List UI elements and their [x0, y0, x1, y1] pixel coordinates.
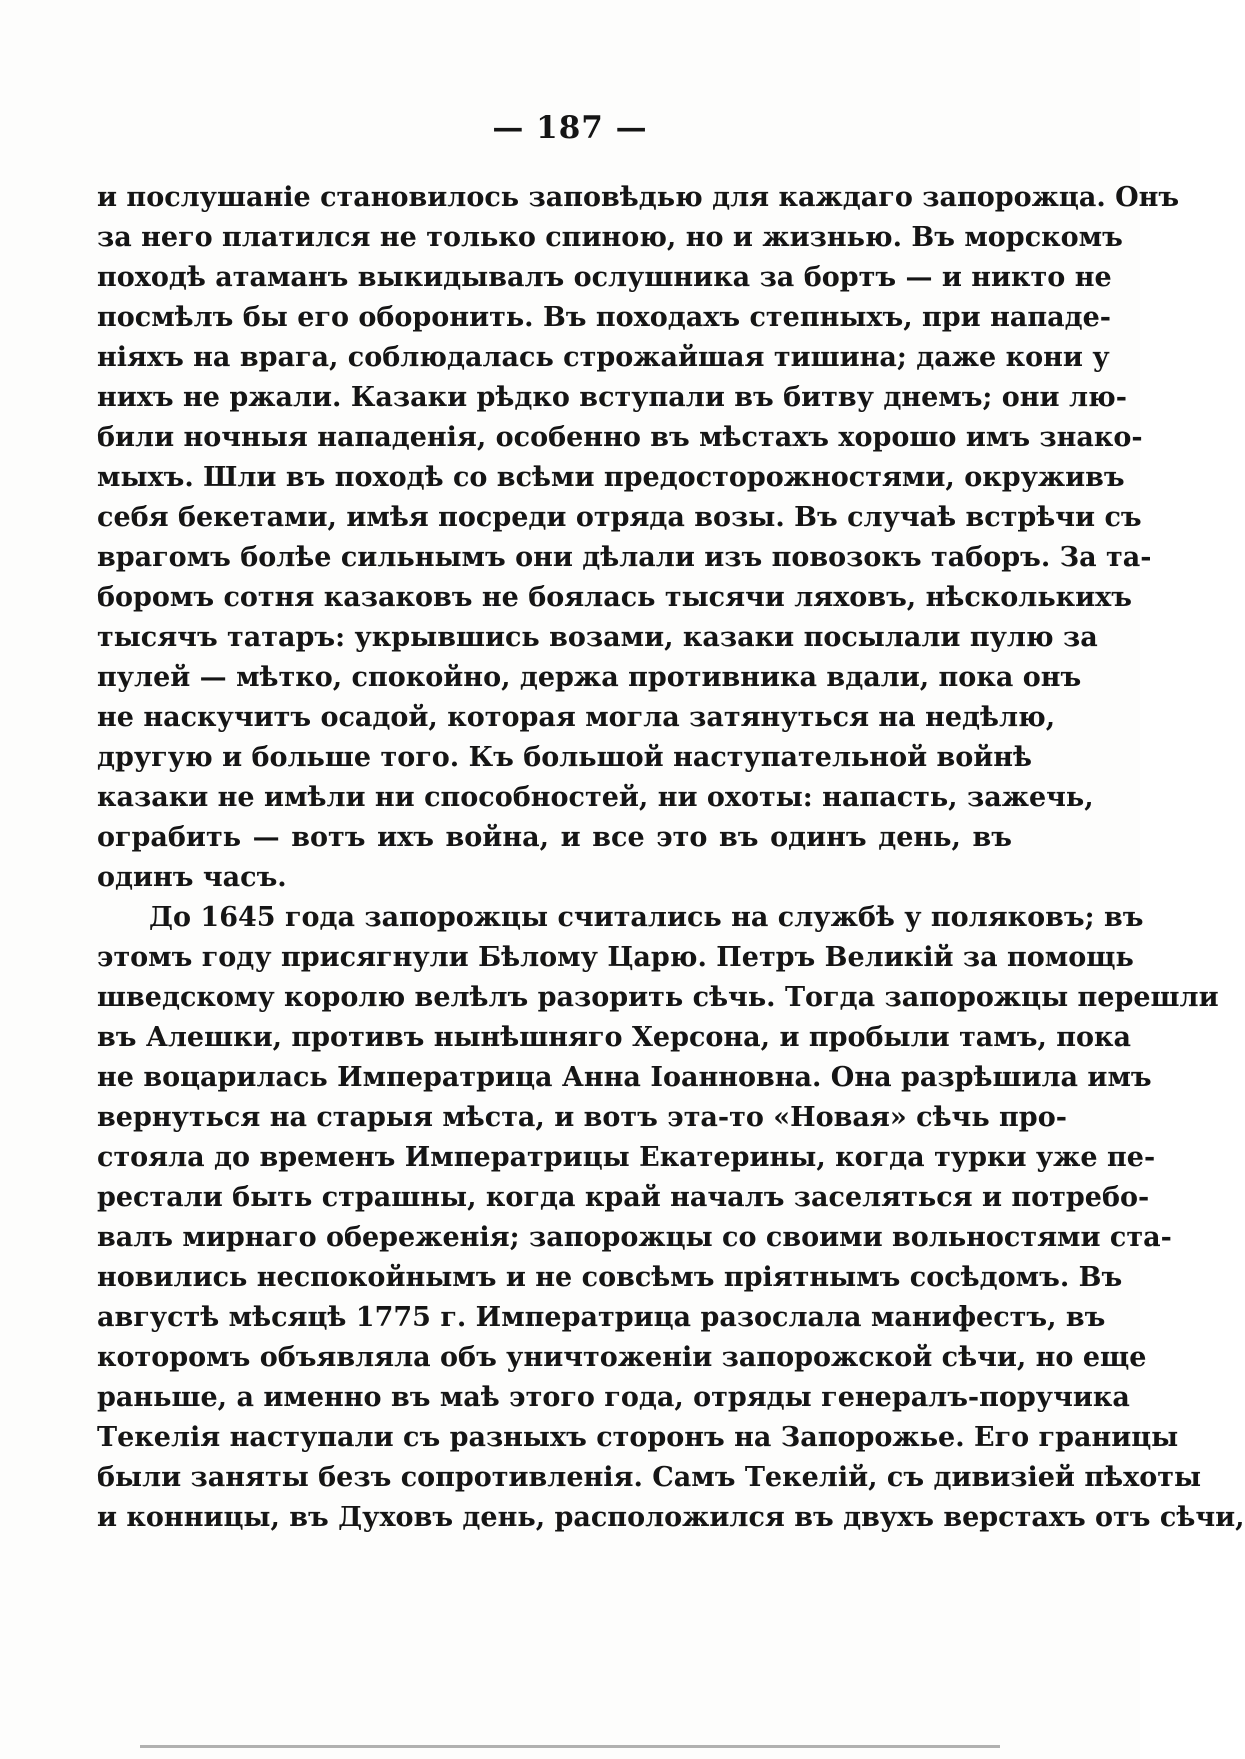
text-line: рестали быть страшны, когда край началъ заселяться и потребо-	[97, 1182, 1150, 1213]
text-line: посмѣлъ бы его оборонить. Въ походахъ степныхъ, при нападе-	[97, 302, 1111, 333]
text-line: Текелія наступали съ разныхъ сторонъ на Запорожье. Его границы	[97, 1422, 1179, 1453]
text-line: себя бекетами, имѣя посреди отряда возы. Въ случаѣ встрѣчи съ	[97, 502, 1142, 533]
text-line: одинъ часъ.	[97, 862, 287, 893]
text-line: шведскому королю велѣлъ разорить сѣчь. Тогда запорожцы перешли	[97, 982, 1219, 1013]
text-line: въ Алешки, противъ нынѣшняго Херсона, и пробыли тамъ, пока	[97, 1022, 1132, 1053]
text-line: которомъ объявляла объ уничтоженіи запорожской сѣчи, но еще	[97, 1342, 1147, 1373]
text-line: казаки не имѣли ни способностей, ни охоты: напасть, зажечь,	[97, 782, 1094, 813]
paragraph-1	[97, 178, 1180, 898]
text-line: били ночныя нападенія, особенно въ мѣстахъ хорошо имъ знако-	[97, 422, 1143, 453]
text-line: походѣ атаманъ выкидывалъ ослушника за бортъ — и никто не	[97, 262, 1112, 293]
text-line: были заняты безъ сопротивленія. Самъ Текелій, съ дивизіей пѣхоты	[97, 1462, 1202, 1493]
text-line: мыхъ. Шли въ походѣ со всѣми предосторожностями, окруживъ	[97, 462, 1125, 493]
text-line: До 1645 года запорожцы считались на службѣ у поляковъ; въ	[149, 902, 1144, 933]
text-line: и конницы, въ Духовъ день, расположился въ двухъ верстахъ отъ сѣчи,	[97, 1502, 1245, 1533]
bottom-divider	[140, 1745, 1000, 1748]
body-text	[97, 178, 1245, 1538]
text-line: этомъ году присягнули Бѣлому Царю. Петръ Великій за помощь	[97, 942, 1134, 973]
paragraph-2	[97, 898, 1245, 1538]
text-line: августѣ мѣсяцѣ 1775 г. Императрица разослала манифестъ, въ	[97, 1302, 1106, 1333]
text-line: за него платился не только спиною, но и жизнью. Въ морскомъ	[97, 222, 1123, 253]
text-line: вернуться на старыя мѣста, и вотъ эта-то «Новая» сѣчь про-	[97, 1102, 1067, 1133]
text-line: не воцарилась Императрица Анна Іоанновна. Она разрѣшила имъ	[97, 1062, 1152, 1093]
text-line: новились неспокойнымъ и не совсѣмъ пріятнымъ сосѣдомъ. Въ	[97, 1262, 1123, 1293]
text-line: ограбить — вотъ ихъ война, и все это въ одинъ день, въ	[97, 822, 1012, 853]
page-number: — 187 —	[492, 110, 648, 146]
text-line: не наскучитъ осадой, которая могла затянуться на недѣлю,	[97, 702, 1056, 733]
text-line: стояла до временъ Императрицы Екатерины, когда турки уже пе-	[97, 1142, 1156, 1173]
text-line: и послушаніе становилось заповѣдью для каждаго запорожца. Онъ	[97, 182, 1180, 213]
text-line: другую и больше того. Къ большой наступательной войнѣ	[97, 742, 1033, 773]
text-line: валъ мирнаго обереженія; запорожцы со своими вольностями ста-	[97, 1222, 1172, 1253]
text-line: нихъ не ржали. Казаки рѣдко вступали въ битву днемъ; они лю-	[97, 382, 1127, 413]
text-line: тысячъ татаръ: укрывшись возами, казаки посылали пулю за	[97, 622, 1098, 653]
text-line: врагомъ болѣе сильнымъ они дѣлали изъ повозокъ таборъ. За та-	[97, 542, 1152, 573]
text-line: пулей — мѣтко, спокойно, держа противника вдали, пока онъ	[97, 662, 1082, 693]
text-line: боромъ сотня казаковъ не боялась тысячи ляховъ, нѣсколькихъ	[97, 582, 1132, 613]
text-line: ніяхъ на врага, соблюдалась строжайшая тишина; даже кони у	[97, 342, 1110, 373]
text-line: раньше, а именно въ маѣ этого года, отряды генералъ-поручика	[97, 1382, 1130, 1413]
